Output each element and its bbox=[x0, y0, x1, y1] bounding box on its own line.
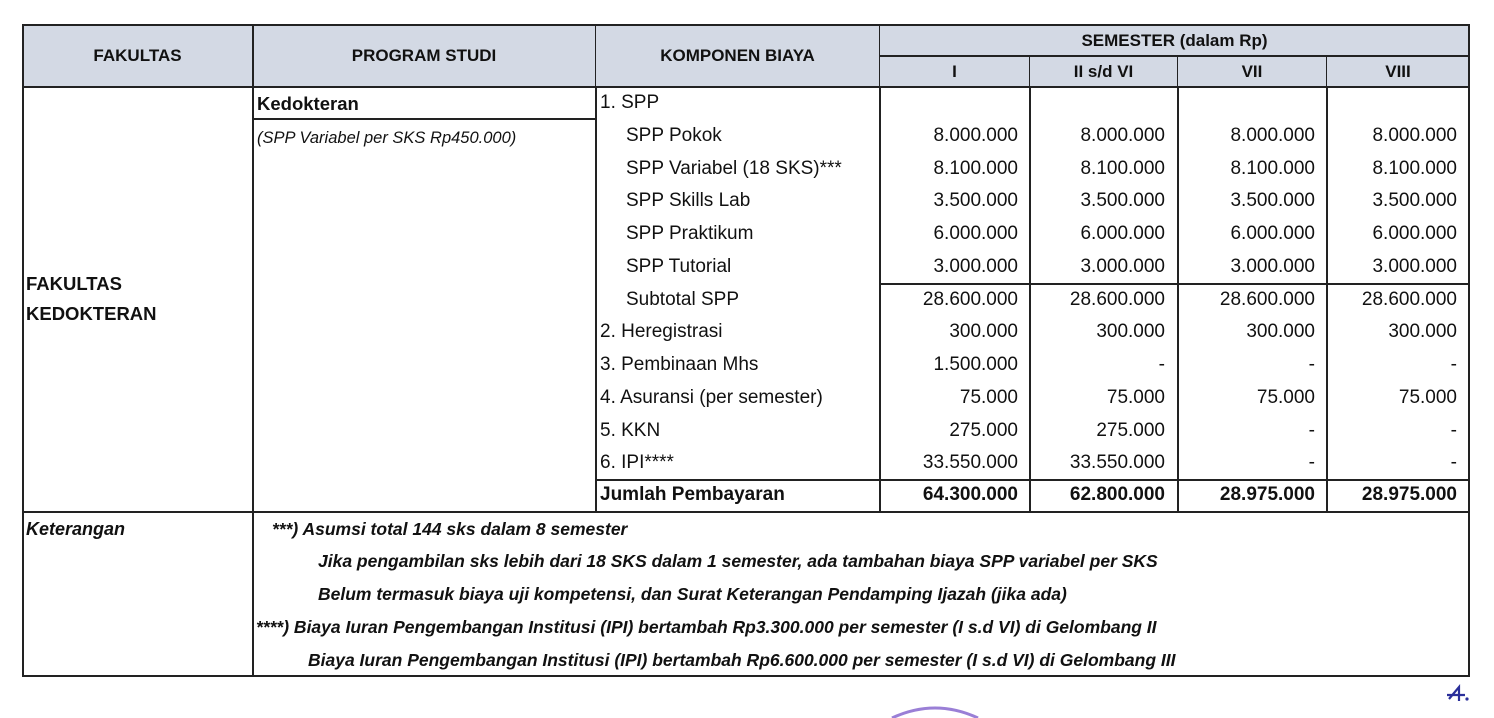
note-5: Biaya Iuran Pengembangan Institusi (IPI) bertambah Rp6.600.000 per semester (I s.d VI) di Gelombang III bbox=[308, 650, 1176, 670]
row-value: 300.000 bbox=[949, 321, 1018, 343]
total-value: 28.975.000 bbox=[1361, 484, 1457, 505]
page-mark-graphic bbox=[1445, 683, 1471, 705]
rule-program-name bbox=[253, 118, 596, 120]
stamp-arc-graphic bbox=[890, 704, 980, 718]
row-value: 8.100.000 bbox=[1372, 157, 1457, 179]
row-value: - bbox=[1308, 419, 1315, 441]
row-value: 8.000.000 bbox=[1230, 124, 1315, 146]
note-4: ****) Biaya Iuran Pengembangan Institusi (IPI) bertambah Rp3.300.000 per semester (I s.d VI) di Gelombang II bbox=[256, 617, 1157, 637]
row-value: 6.000.000 bbox=[933, 223, 1018, 244]
row-value: 6.000.000 bbox=[1230, 223, 1315, 244]
row-label: SPP Skills Lab bbox=[626, 190, 751, 212]
header-program-studi: PROGRAM STUDI bbox=[253, 25, 596, 87]
total-value: 62.800.000 bbox=[1069, 484, 1165, 505]
row-value: 3.000.000 bbox=[1080, 255, 1165, 277]
row-label: SPP Pokok bbox=[626, 124, 722, 146]
row-value: 8.100.000 bbox=[1080, 157, 1165, 179]
row-label: Subtotal SPP bbox=[626, 288, 740, 310]
row-value: 1.500.000 bbox=[933, 354, 1018, 375]
row-value: 3.000.000 bbox=[1372, 255, 1457, 277]
rule-header-bottom bbox=[22, 86, 1470, 88]
row-value: 8.000.000 bbox=[933, 124, 1018, 146]
row-value: 33.550.000 bbox=[1069, 452, 1165, 474]
row-value: 6.000.000 bbox=[1372, 223, 1457, 244]
total-label: Jumlah Pembayaran bbox=[600, 484, 785, 505]
row-value: 33.550.000 bbox=[922, 452, 1018, 474]
row-value: 8.000.000 bbox=[1080, 124, 1165, 146]
row-label: 5. KKN bbox=[600, 419, 661, 441]
row-value: - bbox=[1450, 452, 1457, 474]
fakultas-name-line2: KEDOKTERAN bbox=[26, 303, 157, 324]
note-1: ***) Asumsi total 144 sks dalam 8 semester bbox=[272, 519, 628, 539]
row-value: 75.000 bbox=[959, 386, 1018, 408]
border-left bbox=[22, 24, 24, 677]
total-value: 64.300.000 bbox=[922, 484, 1018, 505]
header-semester-1: I bbox=[880, 56, 1030, 87]
row-value: 28.600.000 bbox=[1361, 288, 1457, 310]
row-value: 6.000.000 bbox=[1080, 223, 1165, 244]
row-label: SPP Tutorial bbox=[626, 255, 732, 277]
row-value: 8.000.000 bbox=[1372, 124, 1457, 146]
row-label: SPP Praktikum bbox=[626, 223, 754, 244]
row-value: 3.000.000 bbox=[933, 255, 1018, 277]
row-value: 28.600.000 bbox=[1069, 288, 1165, 310]
row-label: 2. Heregistrasi bbox=[600, 321, 723, 343]
row-label: SPP Variabel (18 SKS)*** bbox=[626, 157, 842, 179]
row-label: 1. SPP bbox=[600, 92, 660, 113]
keterangan-label: Keterangan bbox=[26, 519, 126, 539]
row-value: 28.600.000 bbox=[922, 288, 1018, 310]
border-right bbox=[1468, 24, 1470, 677]
vrule-program bbox=[595, 86, 597, 513]
note-3: Belum termasuk biaya uji kompetensi, dan Surat Keterangan Pendamping Ijazah (jika ada) bbox=[318, 584, 1067, 604]
note-2: Jika pengambilan sks lebih dari 18 SKS dalam 1 semester, ada tambahan biaya SPP variabel per SKS bbox=[318, 551, 1158, 571]
row-value: 3.500.000 bbox=[1080, 190, 1165, 212]
row-value: - bbox=[1450, 354, 1457, 375]
header-semester-7: VII bbox=[1178, 56, 1327, 87]
row-value: 3.000.000 bbox=[1230, 255, 1315, 277]
header-komponen-biaya: KOMPONEN BIAYA bbox=[596, 25, 880, 87]
row-label: 6. IPI**** bbox=[600, 452, 674, 474]
program-name: Kedokteran bbox=[257, 93, 359, 114]
row-value: 3.500.000 bbox=[1372, 190, 1457, 212]
row-value: 28.600.000 bbox=[1219, 288, 1315, 310]
header-semester-8: VIII bbox=[1327, 56, 1469, 87]
rule-notes-top bbox=[22, 511, 1470, 513]
header-semester-title: SEMESTER (dalam Rp) bbox=[880, 25, 1469, 56]
fakultas-name-line1: FAKULTAS bbox=[26, 273, 122, 294]
vrule-fakultas bbox=[252, 24, 254, 677]
row-value: 75.000 bbox=[1398, 386, 1457, 408]
row-value: 275.000 bbox=[949, 419, 1018, 441]
header-semester-2-6: II s/d VI bbox=[1030, 56, 1178, 87]
row-label: 3. Pembinaan Mhs bbox=[600, 354, 759, 375]
row-value: - bbox=[1308, 354, 1315, 375]
rule-subtotal bbox=[880, 283, 1470, 285]
row-value: 75.000 bbox=[1256, 386, 1315, 408]
row-value: - bbox=[1450, 419, 1457, 441]
header-fakultas: FAKULTAS bbox=[23, 25, 253, 87]
row-label: 4. Asuransi (per semester) bbox=[600, 386, 823, 408]
row-value: - bbox=[1308, 452, 1315, 474]
total-value: 28.975.000 bbox=[1219, 484, 1315, 505]
border-bottom bbox=[22, 675, 1470, 677]
row-value: - bbox=[1158, 354, 1165, 375]
row-value: 300.000 bbox=[1246, 321, 1315, 343]
row-value: 3.500.000 bbox=[1230, 190, 1315, 212]
row-value: 8.100.000 bbox=[933, 157, 1018, 179]
border-top bbox=[22, 24, 1470, 26]
row-value: 300.000 bbox=[1388, 321, 1457, 343]
row-value: 300.000 bbox=[1096, 321, 1165, 343]
row-value: 3.500.000 bbox=[933, 190, 1018, 212]
row-value: 275.000 bbox=[1096, 419, 1165, 441]
rule-semester-split bbox=[880, 55, 1470, 57]
program-note: (SPP Variabel per SKS Rp450.000) bbox=[257, 129, 517, 147]
row-value: 75.000 bbox=[1106, 386, 1165, 408]
row-value: 8.100.000 bbox=[1230, 157, 1315, 179]
